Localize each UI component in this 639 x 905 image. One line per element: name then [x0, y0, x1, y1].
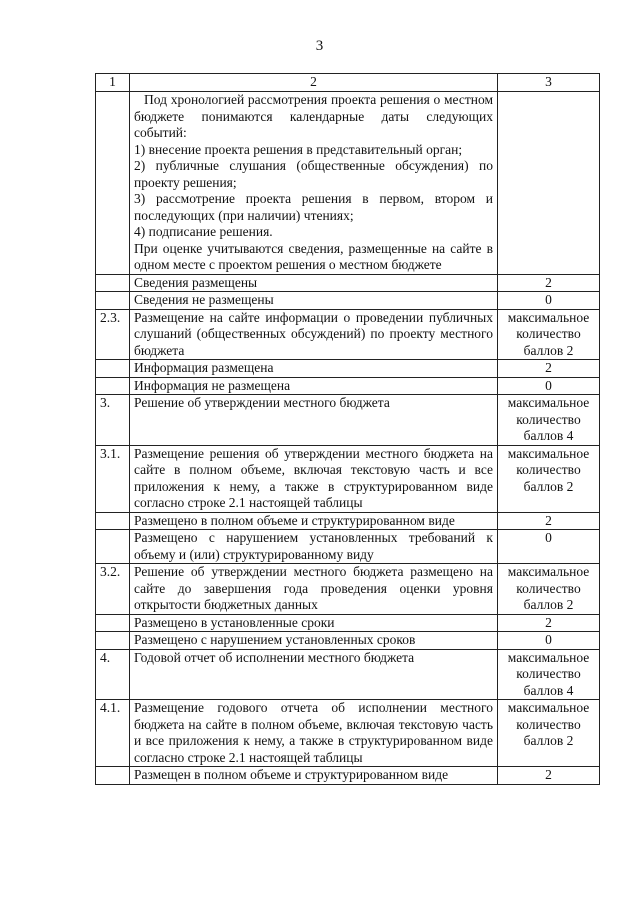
row-number	[96, 274, 130, 292]
row-text: Решение об утверждении местного бюджета размещено на сайте до завершения года проведения оценки уровня открытости бюджетных данных	[130, 564, 498, 615]
header-col-3: 3	[498, 74, 600, 92]
row-score: 0	[498, 292, 600, 310]
row-text: Годовой отчет об исполнении местного бюджета	[130, 649, 498, 700]
table-row	[96, 274, 600, 292]
row-number: 3.	[96, 395, 130, 446]
row-score: максимальное количество баллов 2	[498, 445, 600, 512]
row-score: 0	[498, 632, 600, 650]
row-score: 0	[498, 377, 600, 395]
table-row	[96, 395, 600, 446]
row-text: Информация не размещена	[130, 377, 498, 395]
criteria-table	[95, 73, 600, 785]
row-number	[96, 632, 130, 650]
row-number	[96, 360, 130, 378]
row-score: максимальное количество баллов 2	[498, 309, 600, 360]
table-row	[96, 360, 600, 378]
row-score: 2	[498, 274, 600, 292]
row-text: Размещен в полном объеме и структурированном виде	[130, 767, 498, 785]
row-text: Размещено в полном объеме и структурированном виде	[130, 512, 498, 530]
row-text: Размещено с нарушением установленных сроков	[130, 632, 498, 650]
row-number: 3.2.	[96, 564, 130, 615]
row-text: Размещение решения об утверждении местного бюджета на сайте в полном объеме, включая текстовую часть и все приложения к нему, а также в структурированном виде согласно строке 2.1 настоящей таблицы	[130, 445, 498, 512]
table-header-row	[96, 74, 600, 92]
table-row	[96, 632, 600, 650]
row-text: Размещение на сайте информации о проведении публичных слушаний (общественных обсуждений) по проекту местного бюджета	[130, 309, 498, 360]
row-text: Размещено в установленные сроки	[130, 614, 498, 632]
intro-event-3: 3) рассмотрение проекта решения в первом, втором и последующих (при наличии) чтениях;	[134, 191, 493, 223]
intro-event-1: 1) внесение проекта решения в представительный орган;	[134, 141, 463, 157]
row-number	[96, 92, 130, 275]
table-row	[96, 377, 600, 395]
row-number	[96, 530, 130, 564]
page-number: 3	[315, 38, 324, 54]
header-col-1: 1	[96, 74, 130, 92]
intro-lead: Под хронологией рассмотрения проекта решения о местном бюджете понимаются календарные даты следующих событий:	[134, 92, 493, 140]
table-row	[96, 614, 600, 632]
table-row	[96, 512, 600, 530]
intro-event-2: 2) публичные слушания (общественные обсуждения) по проекту решения;	[134, 158, 493, 190]
row-score: максимальное количество баллов 4	[498, 649, 600, 700]
table-row	[96, 700, 600, 767]
intro-text-cell	[130, 92, 498, 275]
row-number: 4.1.	[96, 700, 130, 767]
row-score: 0	[498, 530, 600, 564]
row-number: 4.	[96, 649, 130, 700]
row-number	[96, 292, 130, 310]
row-number	[96, 512, 130, 530]
table-row	[96, 767, 600, 785]
header-col-2: 2	[130, 74, 498, 92]
row-score: максимальное количество баллов 2	[498, 700, 600, 767]
row-number	[96, 767, 130, 785]
table-row	[96, 649, 600, 700]
row-number: 2.3.	[96, 309, 130, 360]
row-number: 3.1.	[96, 445, 130, 512]
row-score	[498, 92, 600, 275]
row-text: Сведения не размещены	[130, 292, 498, 310]
table-row	[96, 292, 600, 310]
row-text: Сведения размещены	[130, 274, 498, 292]
row-text: Размещение годового отчета об исполнении местного бюджета на сайте в полном объеме, включая текстовую часть и все приложения к нему, а также в структурированном виде согласно строке 2.1 настоящей таблицы	[130, 700, 498, 767]
row-number	[96, 377, 130, 395]
row-score: максимальное количество баллов 2	[498, 564, 600, 615]
row-score: 2	[498, 767, 600, 785]
table-row	[96, 530, 600, 564]
intro-note: При оценке учитываются сведения, размещенные на сайте в одном месте с проектом решения о местном бюджете	[134, 240, 493, 272]
row-text: Информация размещена	[130, 360, 498, 378]
row-score: 2	[498, 360, 600, 378]
row-score: 2	[498, 512, 600, 530]
row-score: максимальное количество баллов 4	[498, 395, 600, 446]
table-row	[96, 564, 600, 615]
row-text: Размещено с нарушением установленных требований к объему и (или) структурированному виду	[130, 530, 498, 564]
intro-event-4: 4) подписание решения.	[134, 224, 273, 239]
row-number	[96, 614, 130, 632]
row-score: 2	[498, 614, 600, 632]
row-text: Решение об утверждении местного бюджета	[130, 395, 498, 446]
table-row	[96, 445, 600, 512]
table-row-intro	[96, 92, 600, 275]
table-row	[96, 309, 600, 360]
